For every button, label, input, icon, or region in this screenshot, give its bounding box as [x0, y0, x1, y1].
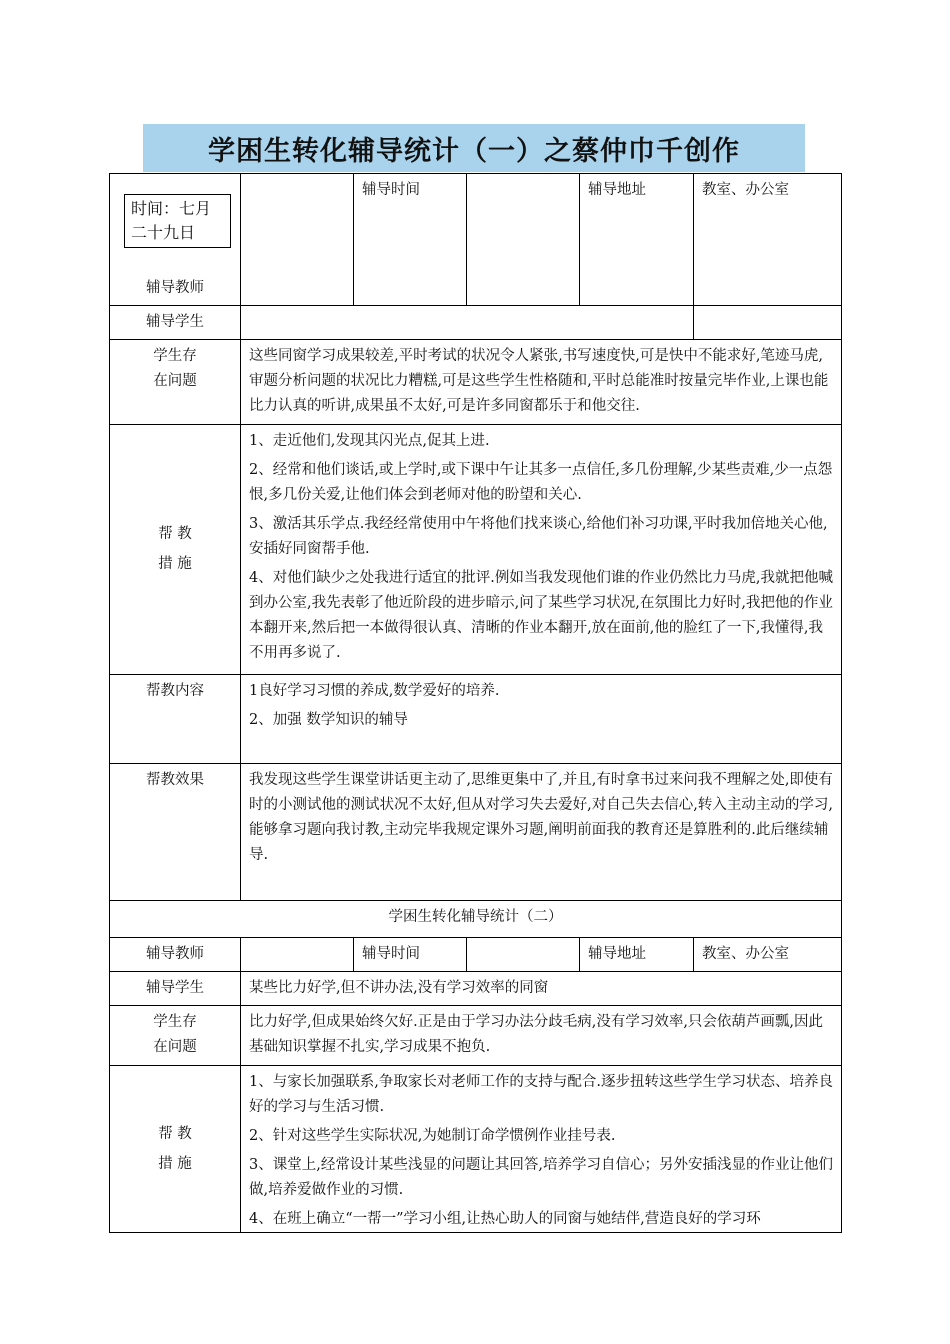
s1-student-value — [241, 306, 694, 340]
s2-measures-label — [110, 1066, 241, 1233]
s2-measure-item: 3、课堂上,经常设计某些浅显的问题让其回答,培养学习自信心；另外安插浅显的作业让他们做,培养爱做作业的习惯. — [249, 1157, 833, 1198]
s1-teacher-label: 辅导教师 — [146, 280, 204, 296]
s2-problems-text: 比力好学,但成果始终欠好.正是由于学习办法分歧毛病,没有学习效率,只会依葫芦画瓢,因此基础知识掌握不扎实,学习成果不抱负. — [241, 1006, 842, 1066]
s1-measure-item: 4、对他们缺少之处我进行适宜的批评.例如当我发现他们谁的作业仍然比力马虎,我就把他喊到办公室,我先表彰了他近阶段的进步暗示,问了某些学习状况,在氛围比力好时,我把他的作业本翻开来,然后把一本做得很认真、清晰的作业本翻开,放在面前,他的脸红了一下,我懂得,我不用再多说了. — [249, 570, 833, 661]
s1-header-row — [110, 174, 842, 306]
s1-problems-text: 这些同窗学习成果较差,平时考试的状况令人紧张,书写速度快,可是快中不能求好,笔迹马虎,审题分析问题的状况比力糟糕,可是这些学生性格随和,平时总能准时按量完毕作业,上课也能比力认真的听讲,成果虽不太好,可是许多同窗都乐于和他交往. — [241, 340, 842, 425]
s1-measures-label-line1: 帮 教 — [158, 526, 192, 542]
time-label: 时间： — [131, 199, 180, 218]
s2-measures-label-line2: 措 施 — [158, 1155, 192, 1172]
s2-measure-item: 1、与家长加强联系,争取家长对老师工作的支持与配合.逐步扭转这些学生学习状态、培养良好的学习与生活习惯. — [249, 1074, 833, 1115]
s1-student-label: 辅导学生 — [110, 306, 241, 340]
time-value: 七月二十九日 — [131, 199, 212, 242]
s1-effect-row — [110, 764, 842, 901]
s1-teacher-cell — [110, 174, 241, 306]
s2-measure-item: 2、针对这些学生实际状况,为她制订命学惯例作业挂号表. — [249, 1128, 616, 1144]
s1-content-row — [110, 675, 842, 764]
s1-student-extra — [694, 306, 842, 340]
s1-problems-row — [110, 340, 842, 425]
s2-measure-item: 4、在班上确立“一帮一”学习小组,让热心助人的同窗与她结伴,营造良好的学习环 — [249, 1211, 761, 1227]
s2-title: 学困生转化辅导统计（二） — [110, 901, 842, 938]
s1-time-col-label: 辅导时间 — [354, 174, 467, 306]
time-box — [124, 194, 231, 248]
s1-problems-label-line2: 在问题 — [153, 373, 197, 389]
title-banner — [143, 124, 805, 172]
s1-place-label: 辅导地址 — [580, 174, 694, 306]
s2-student-row — [110, 972, 842, 1006]
s1-effect-text: 我发现这些学生课堂讲话更主动了,思维更集中了,并且,有时拿书过来问我不理解之处,即使有时的小测试他的测试状况不太好,但从对学习失去爱好,对自己失去信心,转入主动主动的学习,能够拿习题向我讨教,主动完毕我规定课外习题,阐明前面我的教育还是算胜利的.此后继续辅导. — [241, 764, 842, 901]
s1-place-value: 教室、办公室 — [694, 174, 842, 306]
s2-place-value: 教室、办公室 — [694, 938, 842, 972]
s1-problems-label — [110, 340, 241, 425]
s2-teacher-label: 辅导教师 — [110, 938, 241, 972]
counseling-record-table — [109, 173, 842, 1233]
s2-time-col-value — [467, 938, 580, 972]
s2-time-col-label: 辅导时间 — [354, 938, 467, 972]
s1-measure-item: 1、走近他们,发现其闪光点,促其上进. — [249, 433, 490, 449]
s1-content-item: 2、加强 数学知识的辅导 — [249, 712, 408, 728]
s2-measures-row — [110, 1066, 842, 1233]
s2-measures-list — [241, 1066, 842, 1233]
s1-time-col-value — [467, 174, 580, 306]
s1-measure-item: 2、经常和他们谈话,或上学时,或下课中午让其多一点信任,多几份理解,少某些责难,少一点怨恨,多几份关爱,让他们体会到老师对他的盼望和关心. — [249, 462, 833, 503]
s2-problems-label-line1: 学生存 — [153, 1014, 197, 1030]
s1-effect-label: 帮教效果 — [110, 764, 241, 901]
s1-content-item: 1良好学习习惯的养成,数学爱好的培养. — [249, 683, 500, 699]
s2-problems-row — [110, 1006, 842, 1066]
s1-measures-list — [241, 425, 842, 675]
s2-place-label: 辅导地址 — [580, 938, 694, 972]
s1-student-row — [110, 306, 842, 340]
s2-problems-label-line2: 在问题 — [153, 1039, 197, 1055]
s1-measures-row — [110, 425, 842, 675]
s2-student-value: 某些比力好学,但不讲办法,没有学习效率的同窗 — [241, 972, 842, 1006]
s1-problems-label-line1: 学生存 — [153, 348, 197, 364]
s1-teacher-value — [241, 174, 354, 306]
s2-header-row — [110, 938, 842, 972]
s1-measures-label — [110, 425, 241, 675]
s1-measure-item: 3、激活其乐学点.我经经常使用中午将他们找来谈心,给他们补习功课,平时我加倍地关心他,安插好同窗帮手他. — [249, 516, 828, 557]
document-title: 学困生转化辅导统计（一）之蔡仲巾千创作 — [208, 135, 740, 167]
s2-measures-label-line1: 帮 教 — [158, 1125, 192, 1142]
s1-content-list — [241, 675, 842, 764]
s2-student-label: 辅导学生 — [110, 972, 241, 1006]
s1-content-label: 帮教内容 — [110, 675, 241, 764]
s1-measures-label-line2: 措 施 — [158, 556, 192, 572]
s2-title-row — [110, 901, 842, 938]
s2-teacher-value — [241, 938, 354, 972]
s2-problems-label — [110, 1006, 241, 1066]
